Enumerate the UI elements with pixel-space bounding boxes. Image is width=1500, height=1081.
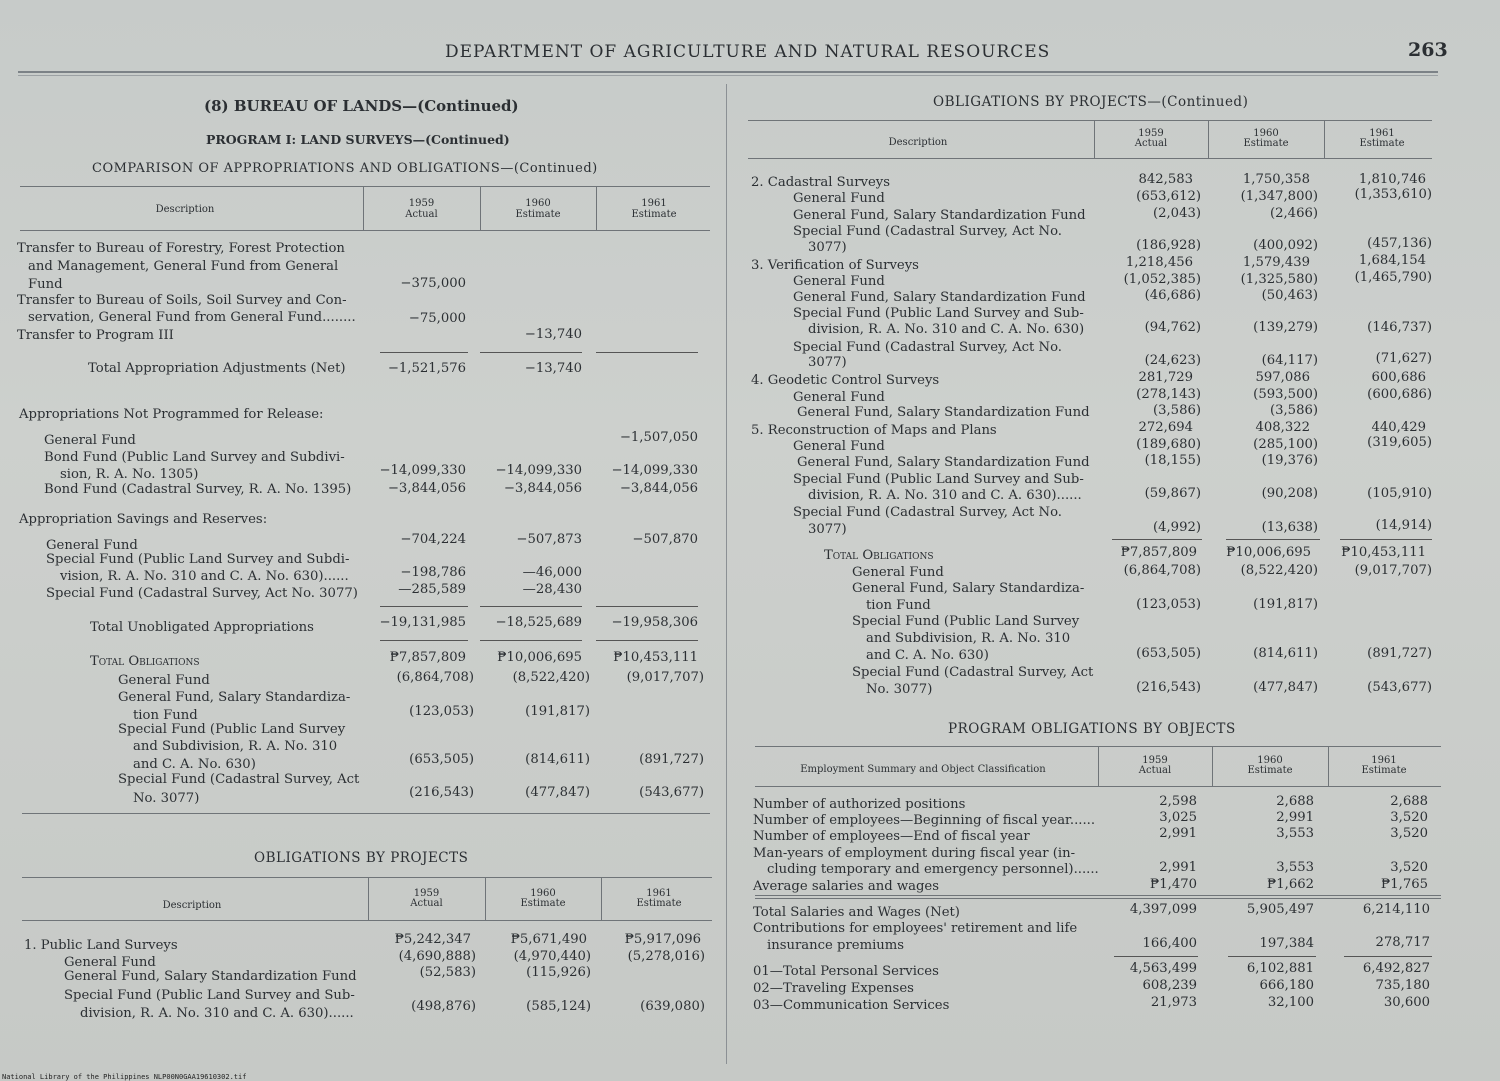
cell-value: (216,543) [1136,680,1201,695]
col-header-label: Estimate [1361,765,1407,776]
program-obligations-title: PROGRAM OBLIGATIONS BY OBJECTS [948,721,1236,737]
cell-value: −1,507,050 [619,430,698,445]
cell-value: −507,870 [632,532,698,547]
cell-value: ₱1,662 [1266,877,1314,892]
table-rule [755,898,1441,899]
row-label: 3. Verification of Surveys [751,258,919,273]
table-rule [22,877,712,878]
page-header-title: DEPARTMENT OF AGRICULTURE AND NATURAL RESOURCES [445,42,1051,62]
table-rule [755,895,1441,896]
row-label: General Fund, Salary Standardization Fund [793,290,1086,305]
cell-value: 4,563,499 [1129,961,1197,976]
cell-value: 1,750,358 [1242,172,1310,187]
col-header-label: Estimate [520,898,566,909]
cell-value: (18,155) [1144,453,1201,468]
cell-value: —285,589 [398,582,466,597]
cell-value: (94,762) [1144,320,1201,335]
cell-value: —28,430 [522,582,582,597]
sum-rule [596,606,698,607]
row-label: General Fund, Salary Standardiza- [852,581,1085,596]
cell-value: (90,208) [1261,486,1318,501]
cell-value: 2,991 [1276,810,1314,825]
row-label: Special Fund (Cadastral Survey, Act [118,772,360,787]
row-label: No. 3077) [866,682,933,697]
cell-value: (5,278,016) [627,949,705,964]
row-label: Total Obligations [824,548,934,563]
cell-value: (1,347,800) [1240,189,1318,204]
cell-value: 21,973 [1150,995,1197,1010]
sum-rule [480,640,582,641]
cell-value: (457,136) [1367,236,1432,251]
cell-value: −198,786 [400,565,466,580]
row-label: and C. A. No. 630) [866,648,989,663]
row-label: division, R. A. No. 310 and C. A. No. 630) [808,322,1085,337]
row-label: General Fund [46,538,138,553]
cell-value: −13,740 [524,327,582,342]
table-rule [748,158,1432,159]
cell-value: ₱5,671,490 [510,932,587,947]
row-label: No. 3077) [133,791,200,806]
obligations-title: OBLIGATIONS BY PROJECTS [254,850,469,866]
cell-value: ₱7,857,809 [1120,545,1197,560]
cell-value: ₱7,857,809 [389,650,466,665]
cell-value: (189,680) [1136,437,1201,452]
row-label: 2. Cadastral Surveys [751,175,890,190]
cell-value: −19,131,985 [379,615,466,630]
cell-value: (498,876) [411,999,476,1014]
cell-value: −3,844,056 [387,481,466,496]
row-label: vision, R. A. No. 310 and C. A. No. 630)...... [60,569,349,584]
cell-value: (1,465,790) [1354,270,1432,285]
cell-value: 4,397,099 [1129,902,1197,917]
cell-value: (278,143) [1136,387,1201,402]
cell-value: −3,844,056 [619,481,698,496]
cell-value: (8,522,420) [1240,563,1318,578]
cell-value: ₱10,006,695 [1226,545,1311,560]
sum-rule [1112,539,1202,540]
row-label: tion Fund [866,598,931,613]
cell-value: (9,017,707) [1354,563,1432,578]
row-label: General Fund, Salary Standardiza- [118,690,351,705]
cell-value: 600,686 [1371,370,1426,385]
cell-value: (14,914) [1375,518,1432,533]
cell-value: 278,717 [1375,935,1430,950]
cell-value: 597,086 [1255,370,1310,385]
cell-value: 2,991 [1159,860,1197,875]
cell-value: (285,100) [1253,437,1318,452]
program-title: PROGRAM I: LAND SURVEYS—(Continued) [206,132,510,147]
cell-value: 32,100 [1267,995,1314,1010]
header-rule [18,71,1438,73]
cell-value: −75,000 [408,311,466,326]
cell-value: (653,505) [1136,646,1201,661]
row-label: cluding temporary and emergency personnel)...... [767,862,1099,877]
cell-value: 3,025 [1159,810,1197,825]
cell-value: 608,239 [1142,978,1197,993]
col-header-year: 1960 [1253,128,1279,139]
cell-value: (59,867) [1144,486,1201,501]
cell-value: (52,583) [419,965,476,980]
col-header-year: 1959 [1142,755,1168,766]
row-label: General Fund, Salary Standardization Fund [64,969,357,984]
row-label: Special Fund (Public Land Survey [118,722,346,737]
cell-value: (477,847) [525,785,590,800]
cell-value: (4,992) [1152,520,1201,535]
cell-value: (585,124) [526,999,591,1014]
row-label: Number of employees—End of fiscal year [753,829,1030,844]
col-header-year: 1959 [1138,128,1164,139]
cell-value: 440,429 [1371,420,1426,435]
cell-value: (64,117) [1261,353,1318,368]
sum-rule [480,352,582,353]
cell-value: 3,520 [1390,826,1428,841]
cell-value: −507,873 [516,532,582,547]
row-label: Special Fund (Cadastral Survey, Act No. [793,340,1062,355]
cell-value: (639,080) [640,999,705,1014]
row-label: 3077) [808,522,847,537]
row-label: Bond Fund (Cadastral Survey, R. A. No. 1395) [44,482,352,497]
cell-value: (1,325,580) [1240,272,1318,287]
cell-value: (123,053) [1136,597,1201,612]
row-label: 4. Geodetic Control Surveys [751,373,940,388]
cell-value: (123,053) [409,704,474,719]
cell-value: (319,605) [1367,435,1432,450]
cell-value: (891,727) [1367,646,1432,661]
header-rule-secondary [18,75,1438,76]
cell-value: 1,579,439 [1242,255,1310,270]
col-header-year: 1961 [641,198,667,209]
row-label: General Fund, Salary Standardization Fund [793,208,1086,223]
col-header-label: Actual [405,209,438,220]
cell-value: (186,928) [1136,238,1201,253]
cell-value: ₱1,470 [1149,877,1197,892]
sum-rule [480,606,582,607]
row-label: and Management, General Fund from General [28,259,339,274]
col-header-year: 1960 [1257,755,1283,766]
sum-rule [1344,956,1432,957]
row-label: Man-years of employment during fiscal year (in- [753,846,1076,861]
cell-value: 197,384 [1259,936,1314,951]
cell-value: −14,099,330 [495,463,582,478]
row-label: Fund [28,277,63,292]
row-label: General Fund [793,274,885,289]
col-header-label: Estimate [1243,138,1289,149]
sum-rule [596,352,698,353]
cell-value: 5,905,497 [1246,902,1314,917]
col-header-label: Estimate [1247,765,1293,776]
cell-value: 1,684,154 [1358,253,1426,268]
col-header-description: Description [888,137,948,148]
cell-value: (600,686) [1367,387,1432,402]
row-label: insurance premiums [767,938,905,953]
col-header-year: 1961 [1369,128,1395,139]
cell-value: (3,586) [1152,403,1201,418]
cell-value: ₱10,453,111 [613,650,698,665]
cell-value: ₱10,453,111 [1341,545,1426,560]
row-label: Number of employees—Beginning of fiscal year...... [753,813,1096,828]
sum-rule [380,352,468,353]
cell-value: 6,214,110 [1362,902,1430,917]
row-label: 3077) [808,240,847,255]
column-divider [726,84,727,1064]
cell-value: 30,600 [1383,995,1430,1010]
cell-value: −18,525,689 [495,615,582,630]
cell-value: (3,586) [1269,403,1318,418]
cell-value: (1,052,385) [1123,272,1201,287]
cell-value: (216,543) [409,785,474,800]
cell-value: (46,686) [1144,288,1201,303]
col-header-description: Description [155,204,215,215]
cell-value: 3,553 [1276,860,1314,875]
row-label: Contributions for employees' retirement and life [753,921,1078,936]
row-label: sion, R. A. No. 1305) [60,467,199,482]
cell-value: (400,092) [1253,238,1318,253]
cell-value: 2,991 [1159,826,1197,841]
cell-value: 272,694 [1138,420,1193,435]
cell-value: 1,218,456 [1125,255,1193,270]
row-label: Transfer to Program III [17,328,174,343]
row-label: and Subdivision, R. A. No. 310 [133,739,338,754]
cell-value: −14,099,330 [611,463,698,478]
cell-value: (9,017,707) [626,670,704,685]
sum-rule [1226,539,1320,540]
cell-value: (593,500) [1253,387,1318,402]
cell-value: 3,520 [1390,860,1428,875]
scan-footer: National Library of the Philippines NLP00N0GAA19610302.tif [2,1073,247,1081]
row-label: 01—Total Personal Services [753,964,939,979]
cell-value: (653,505) [409,752,474,767]
col-header-label: Actual [1134,138,1168,149]
cell-value: (24,623) [1144,353,1201,368]
col-header-label: Actual [1138,765,1172,776]
cell-value: (653,612) [1136,189,1201,204]
right-obligations-title: OBLIGATIONS BY PROJECTS—(Continued) [933,94,1249,110]
row-label: Transfer to Bureau of Soils, Soil Survey and Con- [17,293,347,308]
col-header-description: Employment Summary and Object Classification [800,764,1046,775]
table-rule [22,813,710,814]
cell-value: −375,000 [400,276,466,291]
row-label: Total Unobligated Appropriations [90,620,314,635]
sum-rule [1228,956,1316,957]
cell-value: 842,583 [1138,172,1193,187]
cell-value: −13,740 [524,361,582,376]
row-label: tion Fund [133,708,198,723]
table-rule [22,920,712,921]
cell-value: 2,688 [1276,794,1314,809]
sum-rule [380,606,468,607]
row-label: 02—Traveling Expenses [753,981,914,996]
row-label: General Fund, Salary Standardization Fund [797,455,1090,470]
cell-value: 735,180 [1375,978,1430,993]
row-label: General Fund [793,439,885,454]
cell-value: 6,102,881 [1246,961,1314,976]
table-rule [748,120,1432,121]
cell-value: (115,926) [526,965,591,980]
cell-value: (6,864,708) [396,670,474,685]
cell-value: ₱1,765 [1380,877,1428,892]
cell-value: (71,627) [1375,351,1432,366]
cell-value: 666,180 [1259,978,1314,993]
bureau-title: (8) BUREAU OF LANDS—(Continued) [204,97,519,115]
cell-value: (2,043) [1152,206,1201,221]
row-label: General Fund [852,565,944,580]
cell-value: (191,817) [1253,597,1318,612]
cell-value: −704,224 [400,532,466,547]
col-header-label: Actual [410,898,443,909]
cell-value: −14,099,330 [379,463,466,478]
cell-value: (146,737) [1367,320,1432,335]
cell-value: ₱5,242,347 [394,932,471,947]
cell-value: —46,000 [522,565,582,580]
cell-value: 1,810,746 [1358,172,1426,187]
row-label: Total Appropriation Adjustments (Net) [88,361,346,376]
cell-value: (543,677) [639,785,704,800]
row-label: 1. Public Land Surveys [24,938,178,953]
col-header-label: Estimate [636,898,682,909]
cell-value: (4,970,440) [513,949,591,964]
cell-value: (139,279) [1253,320,1318,335]
cell-value: −3,844,056 [503,481,582,496]
table-rule [755,786,1441,787]
row-label: Number of authorized positions [753,797,966,812]
row-label: Special Fund (Public Land Survey and Sub- [793,306,1084,321]
cell-value: (4,690,888) [398,949,476,964]
cell-value: (50,463) [1261,288,1318,303]
row-label: General Fund [44,433,136,448]
cell-value: 3,553 [1276,826,1314,841]
table-rule [20,186,710,187]
row-label: 5. Reconstruction of Maps and Plans [751,423,997,438]
sum-rule [1114,956,1198,957]
cell-value: (2,466) [1269,206,1318,221]
sum-rule [1340,539,1432,540]
row-label: General Fund [64,955,156,970]
row-label: General Fund, Salary Standardization Fund [797,405,1090,420]
cell-value: 2,688 [1390,794,1428,809]
section-label: Appropriations Not Programmed for Release: [19,407,324,422]
row-label: Special Fund (Public Land Survey and Sub- [793,472,1084,487]
cell-value: (6,864,708) [1123,563,1201,578]
cell-value: 3,520 [1390,810,1428,825]
row-label: and Subdivision, R. A. No. 310 [866,631,1071,646]
row-label: General Fund [118,673,210,688]
row-label: 03—Communication Services [753,998,950,1013]
row-label: division, R. A. No. 310 and C. A. 630)...... [80,1006,354,1021]
cell-value: (1,353,610) [1354,187,1432,202]
col-header-label: Estimate [515,209,561,220]
col-header-label: Estimate [631,209,677,220]
row-label: Special Fund (Cadastral Survey, Act No. [793,224,1062,239]
cell-value: 166,400 [1142,936,1197,951]
cell-value: (543,677) [1367,680,1432,695]
page-number: 263 [1408,39,1448,61]
cell-value: (891,727) [639,752,704,767]
col-header-year: 1960 [530,888,556,899]
cell-value: ₱5,917,096 [624,932,701,947]
cell-value: (105,910) [1367,486,1432,501]
col-header-year: 1961 [646,888,672,899]
col-header-year: 1959 [413,888,440,899]
cell-value: 408,322 [1255,420,1310,435]
row-label: Special Fund (Public Land Survey and Subdi- [46,552,350,567]
cell-value: (814,611) [1253,646,1318,661]
row-label: and C. A. No. 630) [133,757,256,772]
cell-value: 6,492,827 [1362,961,1430,976]
col-header-description: Description [162,900,222,911]
cell-value: (13,638) [1261,520,1318,535]
cell-value: (19,376) [1261,453,1318,468]
cell-value: (191,817) [525,704,590,719]
row-label: Special Fund (Public Land Survey and Sub- [64,988,355,1003]
table-rule [20,230,710,231]
section-label: Appropriation Savings and Reserves: [19,512,268,527]
cell-value: (8,522,420) [512,670,590,685]
cell-value: 2,598 [1159,794,1197,809]
sum-rule [380,640,468,641]
row-label: Transfer to Bureau of Forestry, Forest Protection [17,241,345,256]
cell-value: −19,958,306 [611,615,698,630]
row-label: General Fund [793,390,885,405]
row-label: division, R. A. No. 310 and C. A. 630)...... [808,488,1082,503]
col-header-year: 1960 [525,198,551,209]
row-label: 3077) [808,355,847,370]
row-label: Special Fund (Cadastral Survey, Act No. 3077) [46,586,358,601]
row-label: Total Salaries and Wages (Net) [753,905,960,920]
cell-value: ₱10,006,695 [497,650,582,665]
row-label: Bond Fund (Public Land Survey and Subdivi- [44,450,345,465]
col-header-year: 1959 [408,198,435,209]
row-label: Special Fund (Cadastral Survey, Act No. [793,505,1062,520]
sum-rule [596,640,698,641]
row-label: Total Obligations [90,654,200,669]
row-label: Special Fund (Public Land Survey [852,614,1080,629]
cell-value: (814,611) [525,752,590,767]
comparison-title: COMPARISON OF APPROPRIATIONS AND OBLIGATIONS—(Continued) [92,161,598,176]
col-header-year: 1961 [1371,755,1397,766]
col-header-label: Estimate [1359,138,1405,149]
cell-value: −1,521,576 [387,361,466,376]
cell-value: (477,847) [1253,680,1318,695]
row-label: servation, General Fund from General Fund........ [28,310,356,325]
row-label: Average salaries and wages [753,879,939,894]
cell-value: 281,729 [1138,370,1193,385]
row-label: General Fund [793,191,885,206]
row-label: Special Fund (Cadastral Survey, Act [852,665,1094,680]
